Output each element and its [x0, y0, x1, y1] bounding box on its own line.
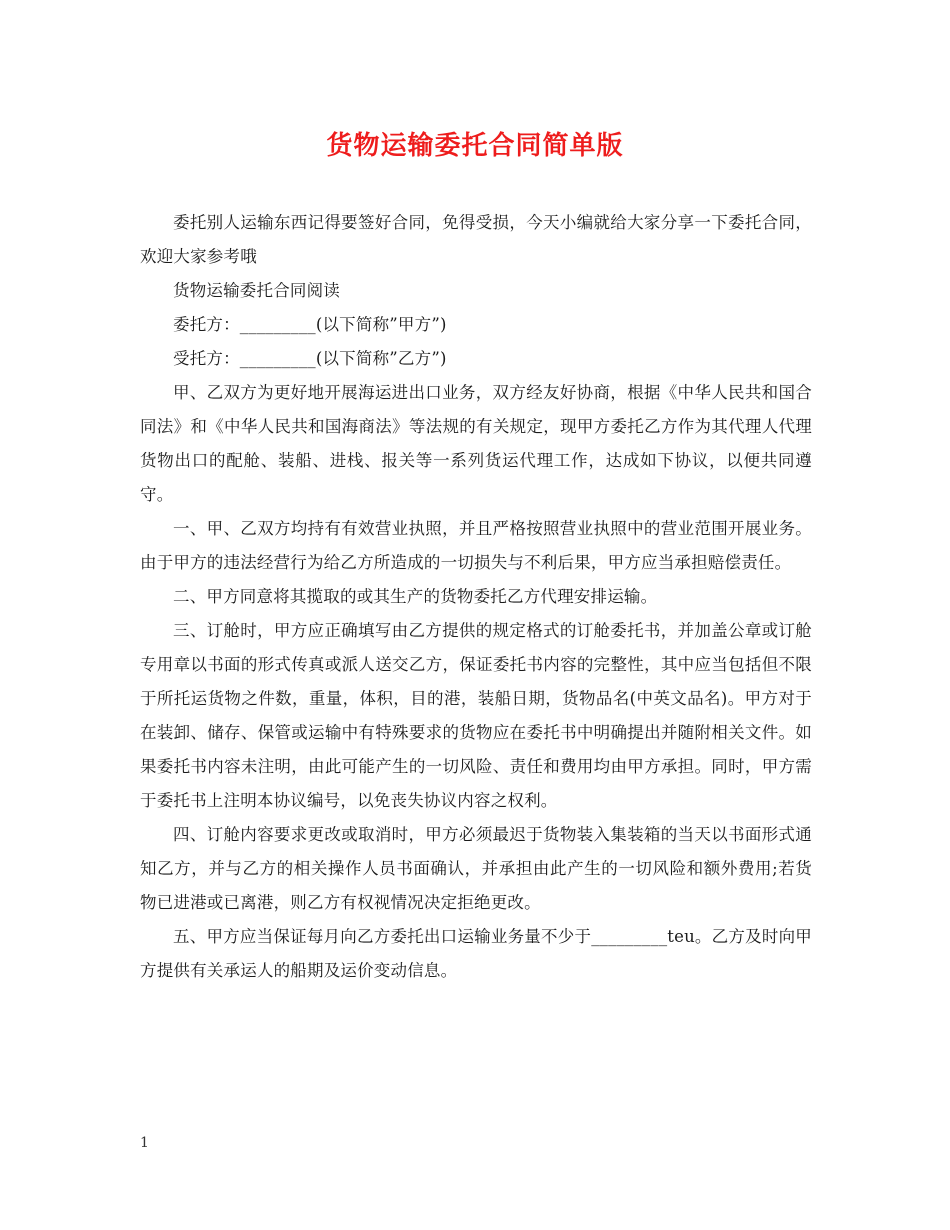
agent-line: 受托方：_________(以下简称”乙方”) [173, 349, 447, 368]
contract-heading: 货物运输委托合同阅读 [173, 281, 340, 300]
document-body [140, 206, 812, 988]
principal-line: 委托方：_________(以下简称”甲方”) [173, 315, 447, 334]
clause-2: 二、甲方同意将其揽取的或其生产的货物委托乙方代理安排运输。 [173, 587, 658, 606]
document-title: 货物运输委托合同简单版 [326, 131, 624, 161]
clause-5: 五、甲方应当保证每月向乙方委托出口运输业务量不少于_________teu。乙方及时向甲方提供有关承运人的船期及运价变动信息。 [140, 927, 812, 980]
clause-3: 三、订舱时，甲方应正确填写由乙方提供的规定格式的订舱委托书，并加盖公章或订舱专用章以书面的形式传真或派人送交乙方，保证委托书内容的完整性，其中应当包括但不限于所托运货物之件数，重量，体积，目的港，装船日期，货物品名(中英文品名)。甲方对于在装卸、储存、保管或运输中有特殊要求的货物应在委托书中明确提出并随附相关文件。如果委托书内容未注明，由此可能产生的一切风险、责任和费用均由甲方承担。同时，甲方需于委托书上注明本协议编号，以免丧失协议内容之权利。 [140, 621, 812, 810]
intro-paragraph: 委托别人运输东西记得要签好合同，免得受损，今天小编就给大家分享一下委托合同，欢迎大家参考哦 [140, 213, 812, 266]
clause-4: 四、订舱内容要求更改或取消时，甲方必须最迟于货物装入集装箱的当天以书面形式通知乙方，并与乙方的相关操作人员书面确认，并承担由此产生的一切风险和额外费用;若货物已进港或已离港，则乙方有权视情况决定拒绝更改。 [140, 825, 812, 912]
page-number: 1 [140, 1135, 149, 1151]
clause-1: 一、甲、乙双方均持有有效营业执照，并且严格按照营业执照中的营业范围开展业务。由于甲方的违法经营行为给乙方所造成的一切损失与不利后果，甲方应当承担赔偿责任。 [140, 519, 812, 572]
preamble-paragraph: 甲、乙双方为更好地开展海运进出口业务，双方经友好协商，根据《中华人民共和国合同法》和《中华人民共和国海商法》等法规的有关规定，现甲方委托乙方作为其代理人代理货物出口的配舱、装船、进栈、报关等一系列货运代理工作，达成如下协议，以便共同遵守。 [140, 383, 812, 504]
